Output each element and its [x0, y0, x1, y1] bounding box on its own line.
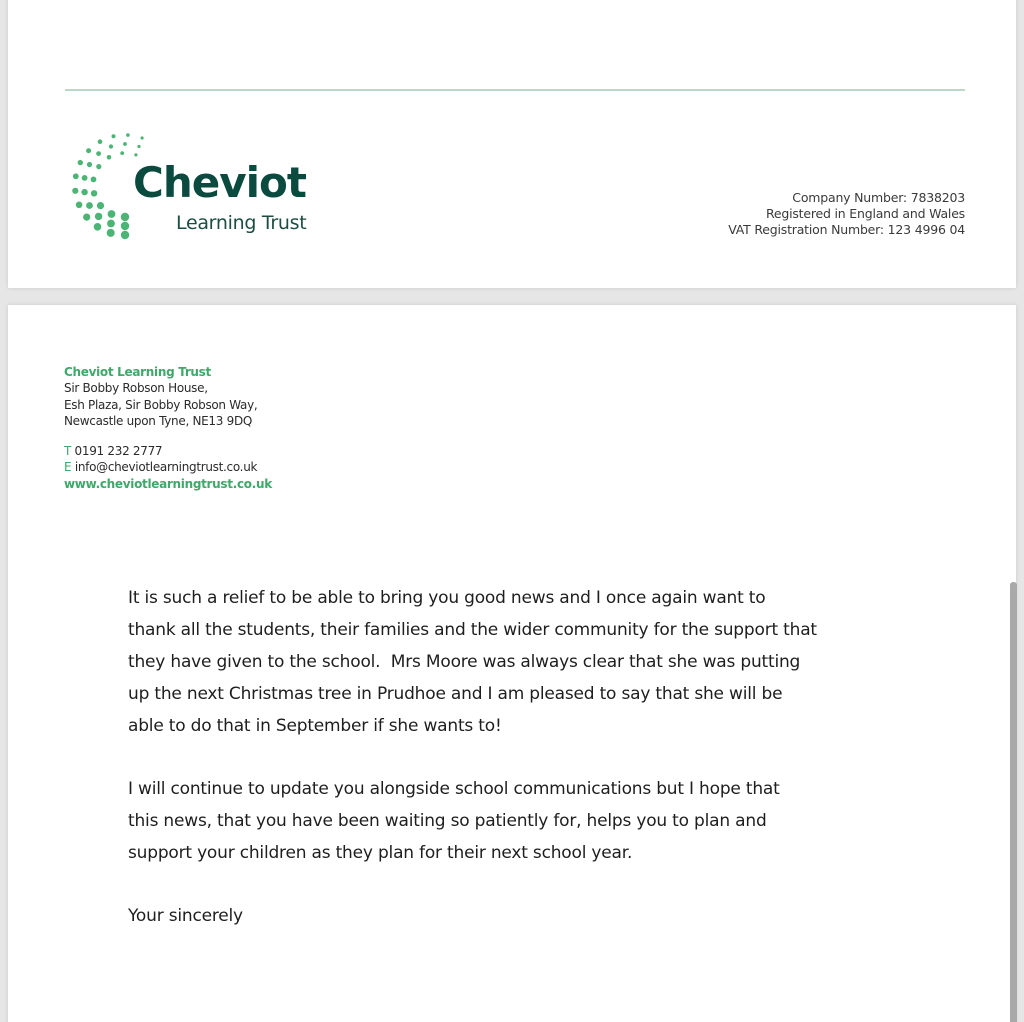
logo-dot [121, 231, 129, 239]
org-name: Cheviot Learning Trust [64, 365, 211, 379]
logo-dot [82, 175, 88, 181]
logo-dot [83, 214, 90, 221]
logo-dot [87, 162, 92, 167]
text-line: thank all the students, their families and the wider community for the support that [128, 620, 817, 640]
logo-dot [108, 210, 116, 218]
registration-info: Registered in England and Wales [765, 206, 965, 221]
logo-dot [72, 188, 78, 194]
logo-dot [86, 148, 91, 153]
address-line: Sir Bobby Robson House, [64, 381, 208, 396]
logo-dot [107, 155, 112, 160]
logo-dot [94, 223, 102, 231]
logo-dot [97, 202, 104, 209]
company-info [728, 190, 965, 238]
logo-dot [126, 133, 130, 137]
vertical-scrollbar[interactable] [1010, 582, 1017, 1022]
logo-dot [96, 164, 101, 169]
phone-number: 0191 232 2777 [74, 444, 163, 459]
logo-dot [109, 144, 113, 148]
text-line: support your children as they plan for their next school year. [128, 843, 633, 863]
logo-dot [141, 136, 144, 139]
closing: Your sincerely [128, 906, 243, 926]
logo-dot [98, 139, 103, 144]
text-line: this news, that you have been waiting so patiently for, helps you to plan and [128, 811, 767, 831]
email-address[interactable]: info@cheviotlearningtrust.co.uk [74, 460, 258, 475]
logo-dot [73, 173, 79, 179]
logo-dot [78, 160, 83, 165]
phone [64, 443, 272, 459]
text-line: they have given to the school. Mrs Moore was always clear that she was putting [128, 652, 801, 672]
website-link[interactable]: www.cheviotlearningtrust.co.uk [64, 476, 272, 491]
company-number: Company Number: 7838203 [792, 190, 965, 205]
logo-dot [81, 189, 87, 195]
logo-dot [76, 202, 83, 209]
email [64, 459, 272, 475]
sender-address [64, 364, 272, 492]
logo-dot [120, 151, 124, 155]
letterhead-page [8, 0, 1016, 288]
phone-label: T [64, 444, 72, 459]
logo-name: Cheviot [133, 158, 306, 207]
address-line: Newcastle upon Tyne, NE13 9DQ [64, 413, 253, 428]
paragraph-2 [128, 773, 918, 869]
logo-dot [107, 229, 115, 237]
text-line: It is such a relief to be able to bring you good news and I once again want to [128, 588, 766, 608]
paragraph-1 [128, 582, 918, 742]
text-line: I will continue to update you alongside school communications but I hope that [128, 779, 780, 799]
email-label: E [64, 460, 72, 475]
cheviot-logo [63, 130, 333, 240]
logo-dot [91, 190, 97, 196]
address-line: Esh Plaza, Sir Bobby Robson Way, [64, 397, 258, 412]
logo-dot [123, 142, 127, 146]
text-line: able to do that in September if she wants to! [128, 716, 502, 736]
header-divider [65, 89, 965, 91]
logo-dot [121, 222, 129, 230]
logo-dot [134, 153, 137, 156]
text-line: up the next Christmas tree in Prudhoe and I am pleased to say that she will be [128, 684, 783, 704]
logo-dot [121, 213, 129, 221]
letter-body [128, 582, 918, 963]
logo-dot [96, 151, 101, 156]
logo-dot [91, 177, 97, 183]
logo-subtitle: Learning Trust [176, 212, 307, 234]
logo-dot [86, 202, 93, 209]
letter-page [8, 305, 1016, 1022]
logo-dot [95, 213, 102, 220]
logo-dot [112, 134, 116, 138]
logo-dot [107, 220, 115, 228]
vat-number: VAT Registration Number: 123 4996 04 [728, 222, 965, 237]
logo-dot [137, 145, 140, 148]
